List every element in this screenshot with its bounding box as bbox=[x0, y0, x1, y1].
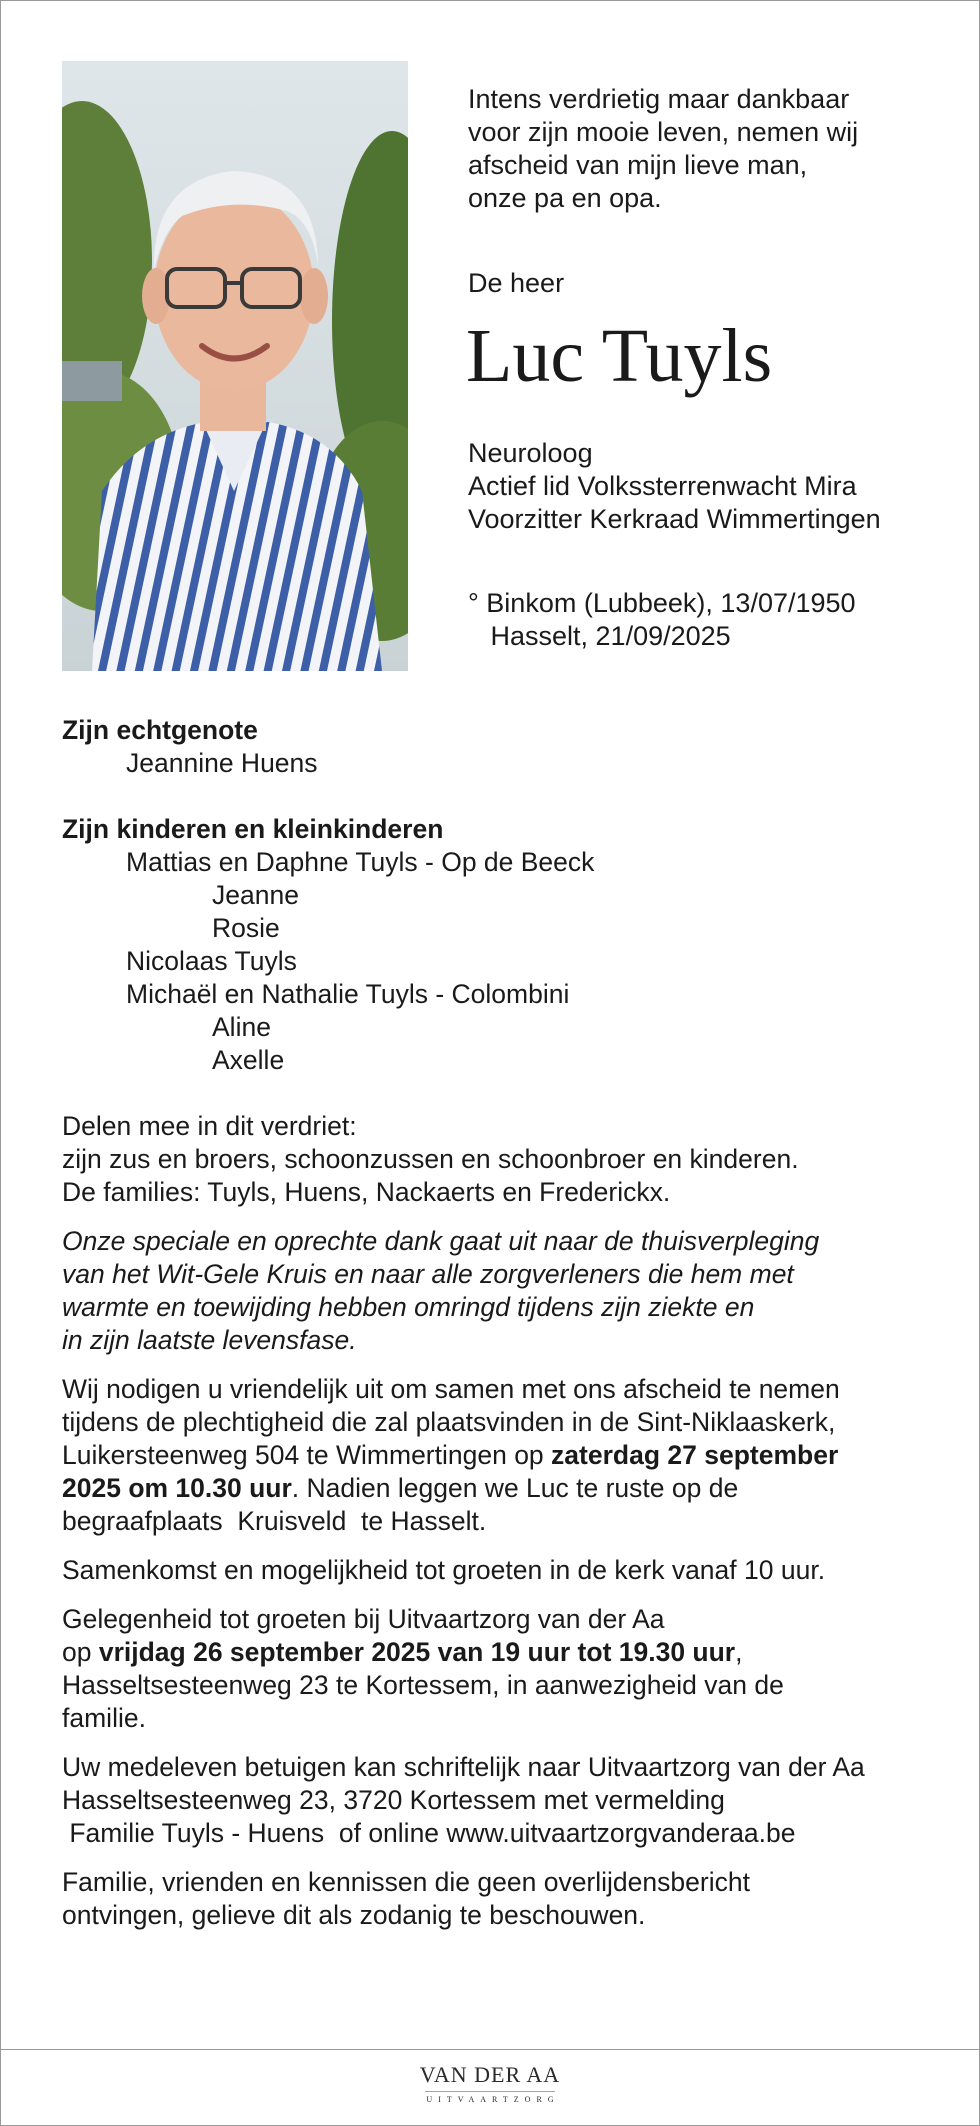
ceremony-time: 2025 om 10.30 uur bbox=[62, 1473, 292, 1503]
grandchild: Aline bbox=[212, 1012, 271, 1042]
logo-subtitle: UITVAARTZORG bbox=[426, 2095, 560, 2104]
thanks-paragraph bbox=[62, 1225, 942, 1357]
death-line: Hasselt, 21/09/2025 bbox=[468, 621, 731, 651]
ceremony-invitation bbox=[62, 1373, 942, 1538]
thanks-line: van het Wit-Gele Kruis en naar alle zorgverleners die hem met bbox=[62, 1259, 794, 1289]
visitation-line: Gelegenheid tot groeten bij Uitvaartzorg van der Aa bbox=[62, 1604, 665, 1634]
spouse-heading: Zijn echtgenote bbox=[62, 715, 258, 745]
grandchild: Jeanne bbox=[212, 880, 299, 910]
ceremony-date: zaterdag 27 september bbox=[551, 1440, 839, 1470]
portrait-photo bbox=[62, 61, 408, 671]
birth-death-dates bbox=[468, 587, 856, 653]
condolence-line: Uw medeleven betuigen kan schriftelijk naar Uitvaartzorg van der Aa bbox=[62, 1752, 865, 1782]
thanks-line: warmte en toewijding hebben omringd tijdens zijn ziekte en bbox=[62, 1292, 755, 1322]
share-paragraph bbox=[62, 1110, 942, 1209]
role-item: Actief lid Volkssterrenwacht Mira bbox=[468, 471, 857, 501]
invite-line bbox=[62, 1439, 942, 1472]
share-line: De families: Tuyls, Huens, Nackaerts en Frederickx. bbox=[62, 1177, 671, 1207]
grandchild: Axelle bbox=[212, 1045, 285, 1075]
closing-line: ontvingen, gelieve dit als zodanig te beschouwen. bbox=[62, 1900, 646, 1930]
burial-text: . Nadien leggen we Luc te ruste op de bbox=[291, 1473, 739, 1503]
visitation-comma: , bbox=[735, 1637, 743, 1667]
visitation-paragraph bbox=[62, 1603, 942, 1735]
footer-divider bbox=[1, 2049, 979, 2050]
birth-line: ° Binkom (Lubbeek), 13/07/1950 bbox=[468, 588, 856, 618]
gathering-note: Samenkomst en mogelijkheid tot groeten in de kerk vanaf 10 uur. bbox=[62, 1555, 826, 1585]
intro-text bbox=[468, 83, 948, 215]
spouse-name: Jeannine Huens bbox=[126, 748, 318, 778]
intro-line: voor zijn mooie leven, nemen wij bbox=[468, 117, 859, 147]
intro-line: onze pa en opa. bbox=[468, 183, 662, 213]
condolence-line: Familie Tuyls - Huens of online www.uitvaartzorgvanderaa.be bbox=[62, 1818, 796, 1848]
roles-list bbox=[468, 437, 881, 536]
child-family: Michaël en Nathalie Tuyls - Colombini bbox=[126, 979, 570, 1009]
funeral-home-logo bbox=[1, 2063, 979, 2105]
child-family: Mattias en Daphne Tuyls - Op de Beeck bbox=[126, 847, 595, 877]
visitation-prefix: op bbox=[62, 1637, 99, 1667]
visitation-line: Hasseltsesteenweg 23 te Kortessem, in aanwezigheid van de bbox=[62, 1670, 784, 1700]
thanks-line: in zijn laatste levensfase. bbox=[62, 1325, 357, 1355]
role-item: Neuroloog bbox=[468, 438, 593, 468]
thanks-line: Onze speciale en oprechte dank gaat uit naar de thuisverpleging bbox=[62, 1226, 820, 1256]
logo-name: VAN DER AA bbox=[419, 2062, 561, 2087]
condolence-paragraph bbox=[62, 1751, 942, 1850]
visitation-line: familie. bbox=[62, 1703, 146, 1733]
closing-paragraph bbox=[62, 1866, 942, 1932]
invite-line: begraafplaats Kruisveld te Hasselt. bbox=[62, 1506, 487, 1536]
intro-line: afscheid van mijn lieve man, bbox=[468, 150, 808, 180]
invite-address: Luikersteenweg 504 te Wimmertingen op bbox=[62, 1440, 552, 1470]
closing-line: Familie, vrienden en kennissen die geen overlijdensbericht bbox=[62, 1867, 750, 1897]
invite-line: tijdens de plechtigheid die zal plaatsvinden in de Sint-Niklaaskerk, bbox=[62, 1407, 836, 1437]
condolence-line: Hasseltsesteenweg 23, 3720 Kortessem met vermelding bbox=[62, 1785, 725, 1815]
share-line: Delen mee in dit verdriet: bbox=[62, 1111, 357, 1141]
honorific: De heer bbox=[468, 268, 565, 298]
invite-line bbox=[62, 1472, 942, 1505]
share-line: zijn zus en broers, schoonzussen en schoonbroer en kinderen. bbox=[62, 1144, 799, 1174]
child-family: Nicolaas Tuyls bbox=[126, 946, 297, 976]
portrait-illustration bbox=[62, 61, 408, 671]
logo-divider bbox=[425, 2091, 555, 2092]
obituary-body bbox=[62, 714, 942, 1932]
visitation-date: vrijdag 26 september 2025 van 19 uur tot 19.30 uur bbox=[98, 1637, 736, 1667]
visitation-line bbox=[62, 1636, 942, 1669]
intro-line: Intens verdrietig maar dankbaar bbox=[468, 84, 850, 114]
role-item: Voorzitter Kerkraad Wimmertingen bbox=[468, 504, 881, 534]
invite-line: Wij nodigen u vriendelijk uit om samen met ons afscheid te nemen bbox=[62, 1374, 840, 1404]
deceased-name: Luc Tuyls bbox=[466, 314, 773, 398]
grandchild: Rosie bbox=[212, 913, 280, 943]
children-heading: Zijn kinderen en kleinkinderen bbox=[62, 814, 444, 844]
